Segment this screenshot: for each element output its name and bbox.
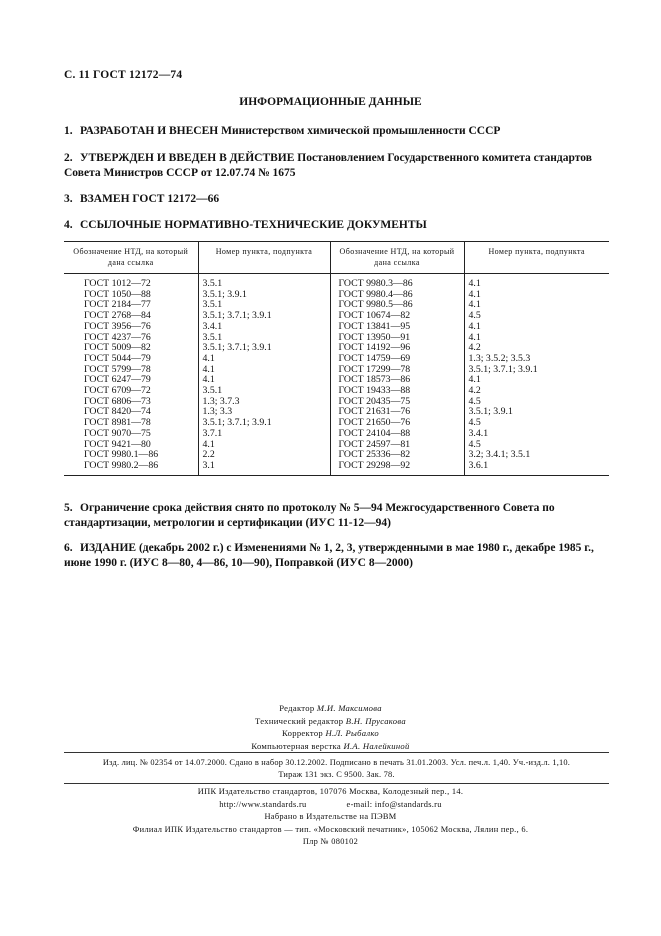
ntd-cell: ГОСТ 9980.1—86 <box>84 449 159 461</box>
ntd-cell: ГОСТ 9421—80 <box>84 438 151 450</box>
ntd-cell: ГОСТ 14192—96 <box>330 343 464 354</box>
item-cell: 4.1 <box>464 274 609 290</box>
header-item-left: Номер пункта, подпункта <box>198 242 330 274</box>
item-cell: 4.1 <box>198 365 330 376</box>
header-ntd-right: Обозначение НТД, на который дана ссылка <box>330 242 464 274</box>
table-row <box>64 461 609 475</box>
credit-label: Корректор <box>282 728 324 738</box>
section-text: Министерством химической промышленности СССР <box>221 125 501 137</box>
section-number: 4. <box>64 219 73 231</box>
section-heading: ИЗДАНИЕ <box>80 542 137 554</box>
item-cell: 4.1 <box>198 354 330 365</box>
item-cell: 3.5.1; 3.7.1; 3.9.1 <box>198 311 330 322</box>
item-cell: 2.2 <box>198 450 330 461</box>
imprint-line: Тираж 131 экз. С 9500. Зак. 78. <box>278 770 395 779</box>
credit-editor <box>0 702 661 715</box>
item-cell: 3.2; 3.4.1; 3.5.1 <box>464 450 609 461</box>
ntd-cell: ГОСТ 5044—79 <box>84 352 151 364</box>
ntd-cell: ГОСТ 9980.4—86 <box>330 290 464 301</box>
section-3 <box>64 192 609 207</box>
table-header-row <box>64 242 609 274</box>
ntd-cell: ГОСТ 1050—88 <box>84 288 151 300</box>
section-4 <box>64 218 609 233</box>
credit-person: Н.Л. Рыбалко <box>325 728 379 738</box>
reference-documents-table <box>64 241 609 476</box>
ntd-cell: ГОСТ 6806—73 <box>84 395 151 407</box>
ntd-cell: ГОСТ 13841—95 <box>330 322 464 333</box>
divider-top <box>64 752 609 753</box>
section-number: 6. <box>64 542 73 554</box>
ntd-cell: ГОСТ 9980.2—86 <box>84 459 159 471</box>
table-body <box>64 274 609 476</box>
item-cell: 4.2 <box>464 386 609 397</box>
credit-label: Компьютерная верстка <box>251 740 342 751</box>
ntd-cell: ГОСТ 24597—81 <box>330 440 464 451</box>
credit-person: М.И. Максимова <box>316 703 382 713</box>
ntd-cell: ГОСТ 2184—77 <box>84 299 151 311</box>
document-title: ИНФОРМАЦИОННЫЕ ДАННЫЕ <box>239 96 422 108</box>
ntd-cell: ГОСТ 29298—92 <box>330 461 464 475</box>
item-cell: 4.1 <box>198 375 330 386</box>
credit-tech-editor <box>0 715 661 728</box>
item-cell: 3.5.1; 3.7.1; 3.9.1 <box>464 365 609 376</box>
ntd-cell: ГОСТ 14759—69 <box>330 354 464 365</box>
ntd-cell: ГОСТ 9980.3—86 <box>330 274 464 290</box>
item-cell: 1.3; 3.3 <box>198 407 330 418</box>
imprint-block <box>64 757 609 781</box>
item-cell: 4.1 <box>464 300 609 311</box>
item-cell: 4.1 <box>198 440 330 451</box>
item-cell: 4.1 <box>464 322 609 333</box>
section-heading: ССЫЛОЧНЫЕ НОРМАТИВНО-ТЕХНИЧЕСКИЕ ДОКУМЕНТЫ <box>80 219 427 231</box>
ntd-cell: ГОСТ 18573—86 <box>330 375 464 386</box>
item-cell: 3.5.1 <box>198 333 330 344</box>
section-heading: РАЗРАБОТАН И ВНЕСЕН <box>80 125 219 137</box>
table-row <box>64 274 609 290</box>
section-5 <box>64 501 609 531</box>
item-cell: 4.5 <box>464 397 609 408</box>
ntd-cell: ГОСТ 3956—76 <box>84 320 151 332</box>
credit-person: В.Н. Прусакова <box>345 715 406 726</box>
item-cell: 3.4.1 <box>198 322 330 333</box>
credit-person: И.А. Налейкиной <box>343 740 410 751</box>
ntd-cell: ГОСТ 21631—76 <box>330 407 464 418</box>
section-text: (декабрь 2002 г.) с Изменениями № 1, 2, 3, утвержденными в мае 1980 г., декабре 1985 г., июне 1990 г. (ИУС 8—80, 4—86, 10—90), Поправкой (ИУС 8—2000) <box>64 542 594 569</box>
publisher-address: ИПК Издательство стандартов, 107076 Москва, Колодезный пер., 14. <box>197 787 464 796</box>
ntd-cell: ГОСТ 9070—75 <box>84 427 151 439</box>
item-cell: 3.4.1 <box>464 429 609 440</box>
section-number: 3. <box>64 193 73 205</box>
imprint-line: Изд. лиц. № 02354 от 14.07.2000. Сдано в набор 30.12.2002. Подписано в печать 31.01.2003. Усл. печ.л. 1,40. Уч.-изд.л. 1,10. <box>102 758 571 767</box>
ntd-cell: ГОСТ 25336—82 <box>330 450 464 461</box>
ntd-cell: ГОСТ 6247—79 <box>84 374 151 386</box>
item-cell: 3.7.1 <box>198 429 330 440</box>
item-cell: 4.1 <box>464 333 609 344</box>
table-row <box>64 322 609 333</box>
item-cell: 1.3; 3.7.3 <box>198 397 330 408</box>
section-number: 1. <box>64 125 73 137</box>
ntd-cell: ГОСТ 24104—88 <box>330 429 464 440</box>
credits-block <box>0 702 661 752</box>
ntd-cell: ГОСТ 8981—78 <box>84 417 151 429</box>
section-1 <box>64 124 609 139</box>
section-2 <box>64 151 609 181</box>
section-6 <box>64 541 609 571</box>
ntd-cell: ГОСТ 21650—76 <box>330 418 464 429</box>
ntd-cell: ГОСТ 6709—72 <box>84 385 151 397</box>
publisher-email: e-mail: info@standards.ru <box>346 799 442 809</box>
publisher-block <box>0 786 661 849</box>
table-row <box>64 429 609 440</box>
ntd-cell: ГОСТ 9980.5—86 <box>330 300 464 311</box>
item-cell: 4.5 <box>464 311 609 322</box>
item-cell: 3.5.1; 3.9.1 <box>464 407 609 418</box>
credit-label: Технический редактор <box>255 715 344 726</box>
credit-corrector <box>0 727 661 740</box>
item-cell: 3.5.1 <box>198 274 330 290</box>
item-cell: 3.5.1 <box>198 300 330 311</box>
item-cell: 4.5 <box>464 418 609 429</box>
ntd-cell: ГОСТ 5009—82 <box>84 342 151 354</box>
ntd-cell: ГОСТ 1012—72 <box>84 278 151 289</box>
page-header: С. 11 ГОСТ 12172—74 <box>64 69 183 81</box>
ntd-cell: ГОСТ 5799—78 <box>84 363 151 375</box>
ntd-cell: ГОСТ 17299—78 <box>330 365 464 376</box>
ntd-cell: ГОСТ 8420—74 <box>84 406 151 418</box>
divider-bottom <box>64 783 609 784</box>
item-cell: 4.1 <box>464 375 609 386</box>
header-ntd-left: Обозначение НТД, на который дана ссылка <box>64 242 198 274</box>
publisher-license: Плр № 080102 <box>302 837 359 846</box>
item-cell: 3.5.1; 3.7.1; 3.9.1 <box>198 418 330 429</box>
section-text: Ограничение срока действия снято по протоколу № 5—94 Межгосударственного Совета по стандартизации, метрологии и сертификации (ИУС 11-12—94) <box>64 502 555 529</box>
section-number: 2. <box>64 152 73 164</box>
item-cell: 1.3; 3.5.2; 3.5.3 <box>464 354 609 365</box>
item-cell: 4.2 <box>464 343 609 354</box>
section-heading: УТВЕРЖДЕН И ВВЕДЕН В ДЕЙСТВИЕ <box>80 152 295 164</box>
publisher-website: http://www.standards.ru <box>219 799 307 809</box>
ntd-cell: ГОСТ 4237—76 <box>84 331 151 343</box>
section-text: Постановлением Государственного комитета стандартов Совета Министров СССР от 12.07.74 № 1675 <box>64 152 592 179</box>
section-number: 5. <box>64 502 73 514</box>
ntd-cell: ГОСТ 19433—88 <box>330 386 464 397</box>
item-cell: 3.5.1; 3.7.1; 3.9.1 <box>198 343 330 354</box>
header-item-right: Номер пункта, подпункта <box>464 242 609 274</box>
ntd-cell: ГОСТ 13950—91 <box>330 333 464 344</box>
section-heading: ВЗАМЕН ГОСТ 12172—66 <box>80 193 220 205</box>
item-cell: 4.1 <box>464 290 609 301</box>
publisher-printer: Филиал ИПК Издательство стандартов — тип. «Московский печатник», 105062 Москва, Лялин пер., 6. <box>132 824 529 834</box>
credit-label: Редактор <box>279 703 315 713</box>
publisher-typeset: Набрано в Издательстве на ПЭВМ <box>264 812 397 821</box>
item-cell: 3.1 <box>198 461 330 475</box>
item-cell: 4.5 <box>464 440 609 451</box>
item-cell: 3.5.1 <box>198 386 330 397</box>
item-cell: 3.5.1; 3.9.1 <box>198 290 330 301</box>
ntd-cell: ГОСТ 2768—84 <box>84 310 151 322</box>
publisher-contacts <box>0 799 661 812</box>
credit-layout <box>0 740 661 753</box>
ntd-cell: ГОСТ 20435—75 <box>330 397 464 408</box>
item-cell: 3.6.1 <box>464 461 609 475</box>
ntd-cell: ГОСТ 10674—82 <box>330 311 464 322</box>
